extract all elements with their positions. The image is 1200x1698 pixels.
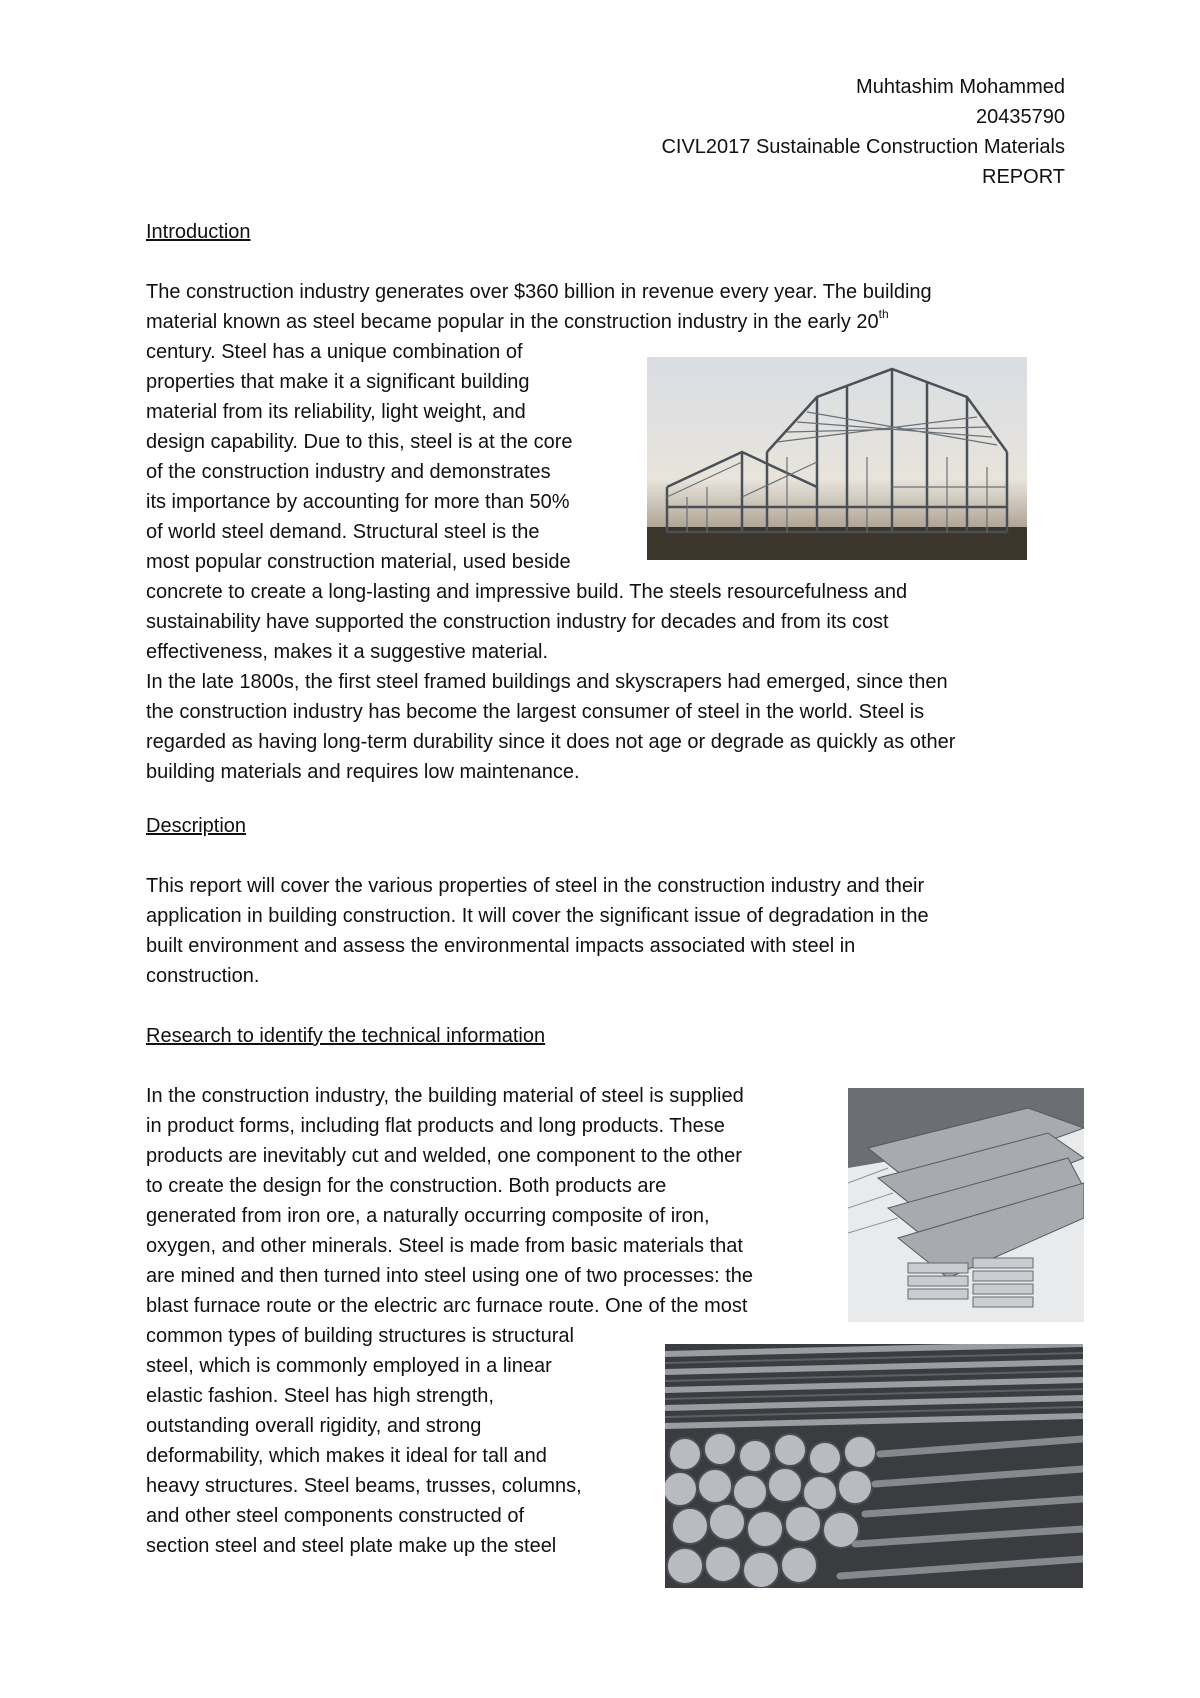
intro-line: regarded as having long-term durability since it does not age or degrade as quickly as other [146,731,956,753]
research-line: are mined and then turned into steel using one of two processes: the [146,1265,754,1287]
intro-line: material known as steel became popular in the construction industry in the early 20th [146,307,889,333]
research-line: common types of building structures is structural [146,1325,574,1347]
steel-frame-building-image [647,357,1027,560]
intro-line: effectiveness, makes it a suggestive material. [146,641,549,663]
intro-line: the construction industry has become the largest consumer of steel in the world. Steel is [146,701,925,723]
report-header [661,72,1065,192]
description-line: construction. [146,965,260,987]
research-line: blast furnace route or the electric arc furnace route. One of the most [146,1295,748,1317]
introduction-heading: Introduction [146,221,251,243]
research-line: outstanding overall rigidity, and strong [146,1415,482,1437]
research-line: elastic fashion. Steel has high strength, [146,1385,494,1407]
intro-line: concrete to create a long-lasting and impressive build. The steels resourcefulness and [146,581,908,603]
intro-line: building materials and requires low maintenance. [146,761,580,783]
research-line: section steel and steel plate make up the steel [146,1535,557,1557]
intro-line: of the construction industry and demonstrates [146,461,551,483]
research-line: heavy structures. Steel beams, trusses, columns, [146,1475,582,1497]
intro-line: sustainability have supported the construction industry for decades and from its cost [146,611,889,633]
steel-rebar-image [665,1344,1083,1588]
research-line: generated from iron ore, a naturally occurring composite of iron, [146,1205,710,1227]
superscript: th [878,307,889,321]
intro-line: In the late 1800s, the first steel framed buildings and skyscrapers had emerged, since then [146,671,948,693]
intro-line: century. Steel has a unique combination of [146,341,523,363]
document-type: REPORT [982,166,1065,188]
research-line: deformability, which makes it ideal for tall and [146,1445,547,1467]
research-heading: Research to identify the technical information [146,1025,546,1047]
research-line: steel, which is commonly employed in a linear [146,1355,552,1377]
intro-line: design capability. Due to this, steel is at the core [146,431,573,453]
intro-line: The construction industry generates over $360 billion in revenue every year. The building [146,281,932,303]
research-line: and other steel components constructed of [146,1505,525,1527]
research-line: to create the design for the construction. Both products are [146,1175,667,1197]
description-heading: Description [146,815,247,837]
intro-line: its importance by accounting for more than 50% [146,491,570,513]
description-line: built environment and assess the environmental impacts associated with steel in [146,935,856,957]
description-line: application in building construction. It will cover the significant issue of degradation in the [146,905,929,927]
research-line: in product forms, including flat products and long products. These [146,1115,725,1137]
intro-line: of world steel demand. Structural steel is the [146,521,540,543]
research-line: products are inevitably cut and welded, one component to the other [146,1145,742,1167]
intro-line: material from its reliability, light weight, and [146,401,526,423]
student-id: 20435790 [976,106,1065,128]
description-line: This report will cover the various properties of steel in the construction industry and their [146,875,925,897]
research-line: In the construction industry, the building material of steel is supplied [146,1085,744,1107]
course-title: CIVL2017 Sustainable Construction Materials [661,136,1065,158]
flat-steel-products-image [848,1088,1084,1322]
author-name: Muhtashim Mohammed [856,76,1065,98]
intro-line: most popular construction material, used beside [146,551,571,573]
intro-line: properties that make it a significant building [146,371,530,393]
research-line: oxygen, and other minerals. Steel is made from basic materials that [146,1235,743,1257]
